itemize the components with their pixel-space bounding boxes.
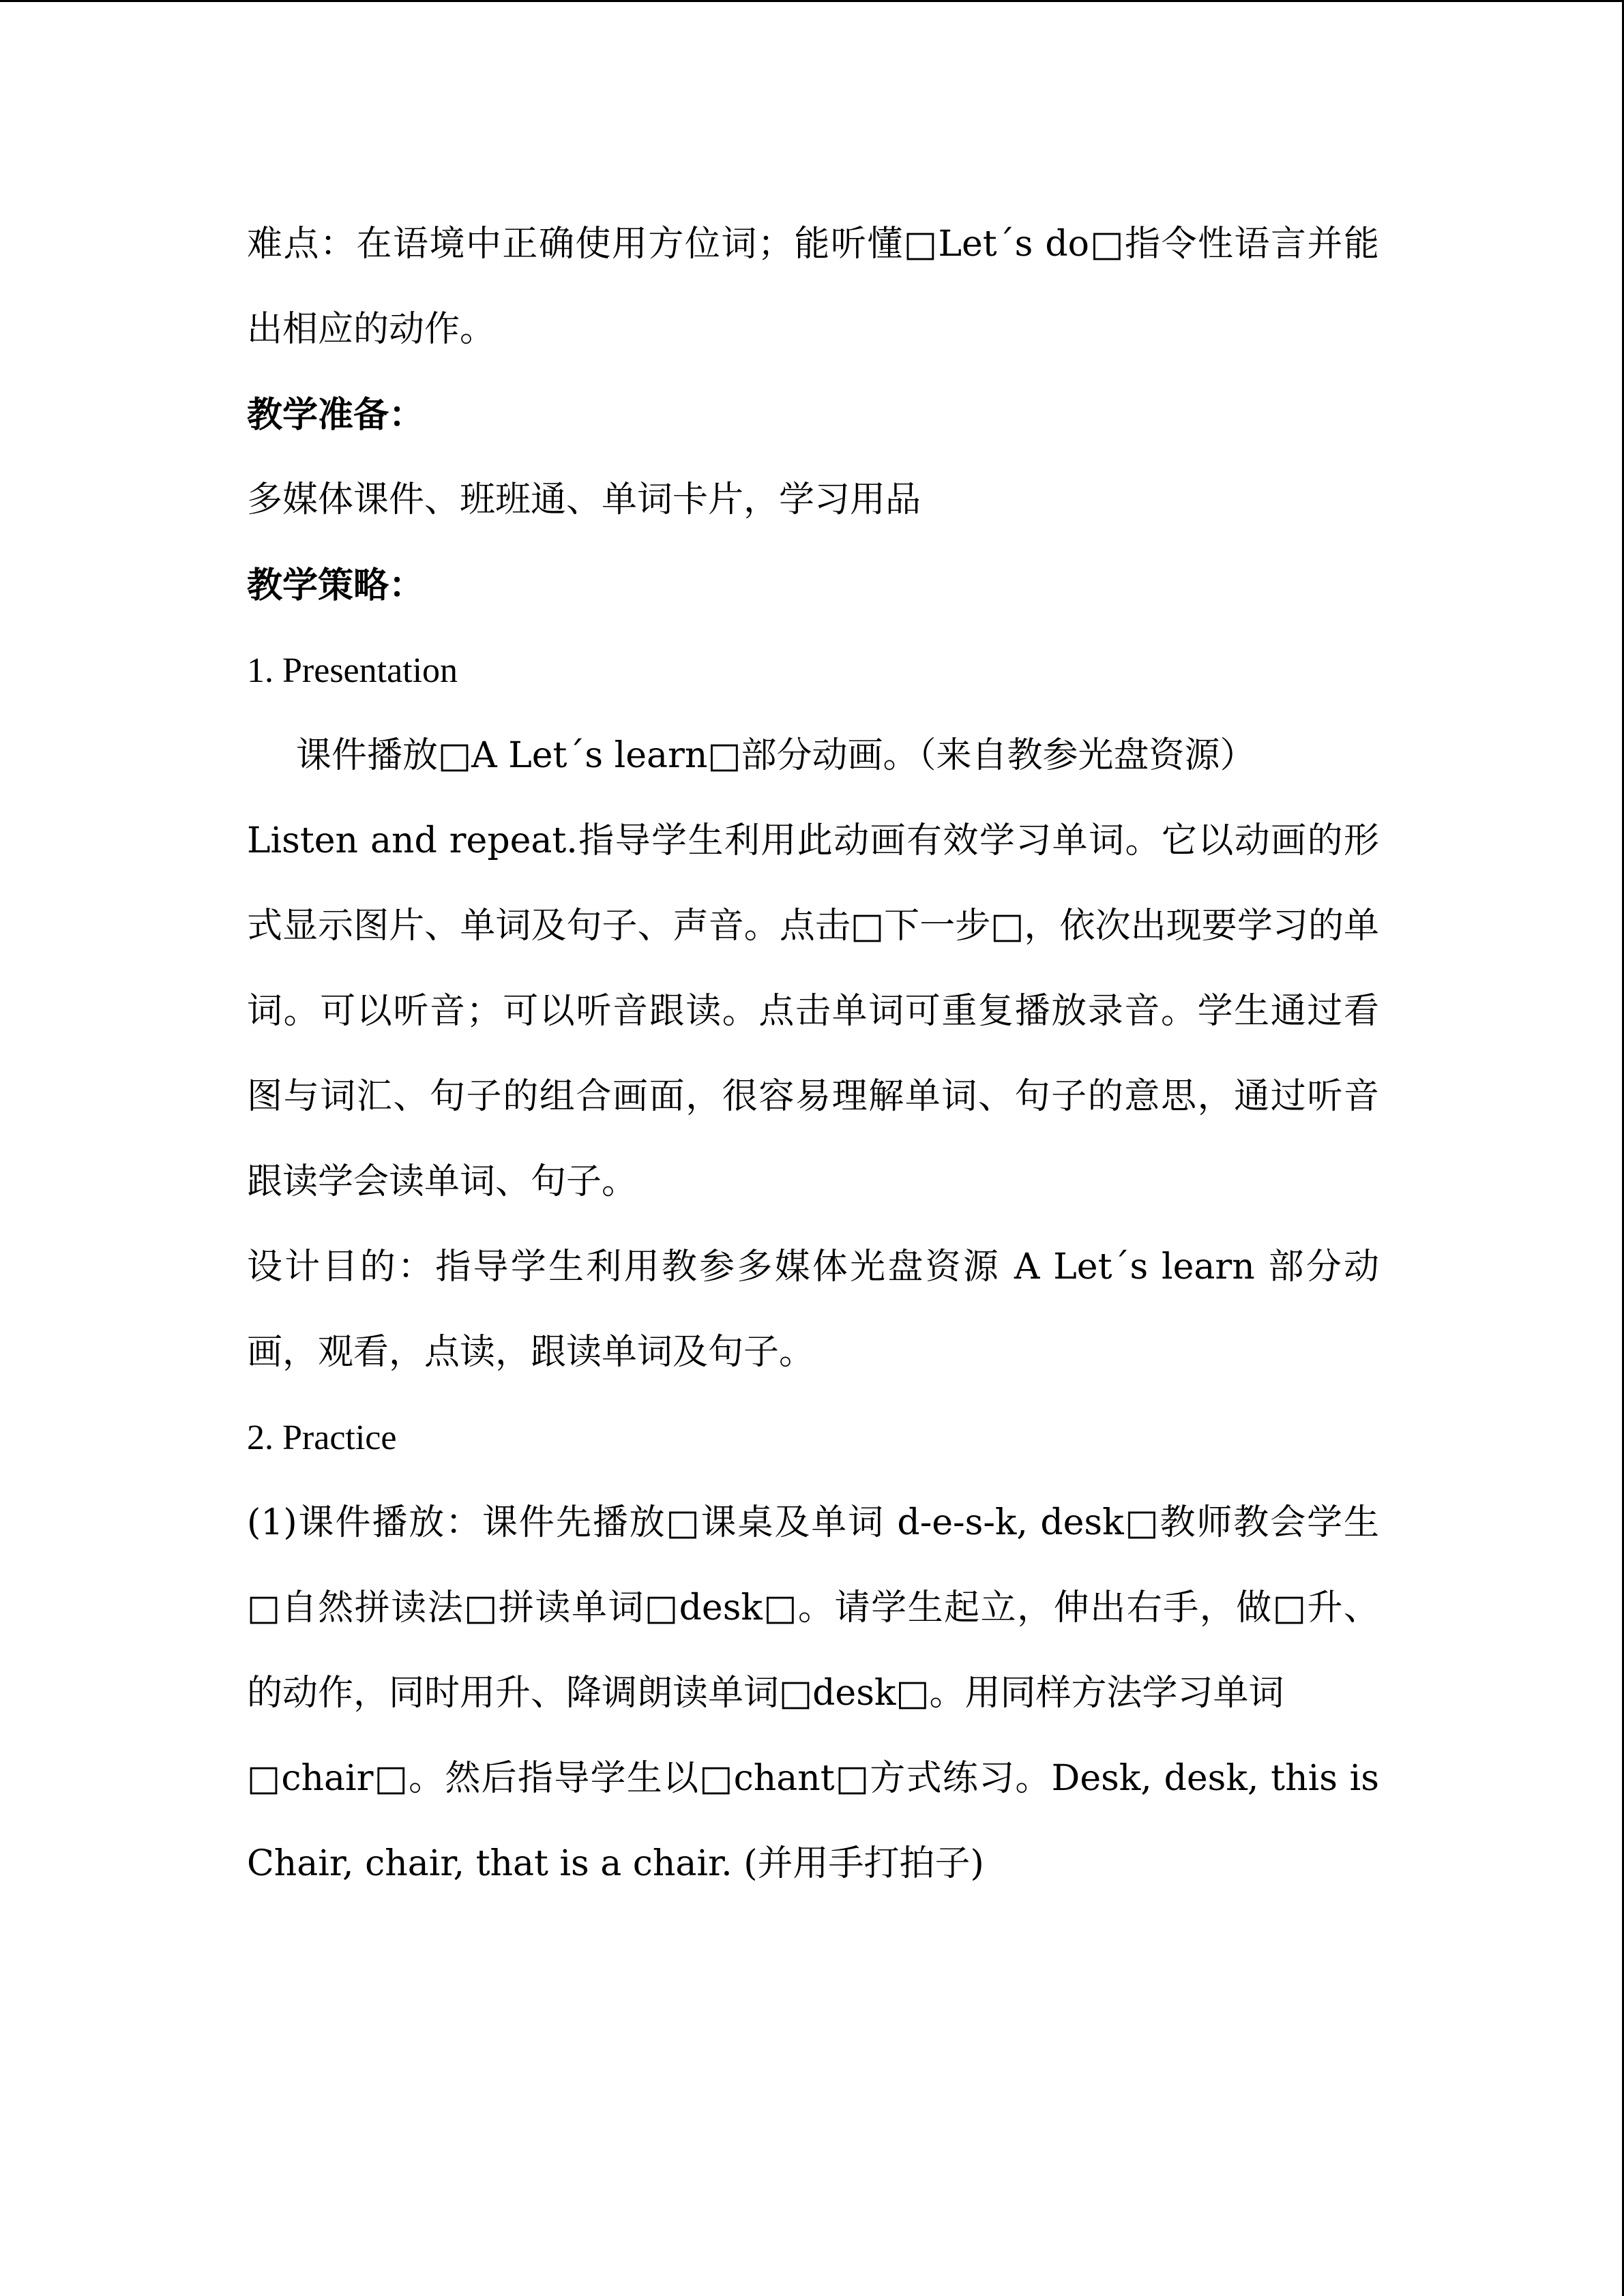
text-line-listen: 词。可以听音；可以听音跟读。点击单词可重复播放录音。学生通过看 xyxy=(247,991,1379,1032)
text-line-design-purpose: 设计目的：指导学生利用教参多媒体光盘资源 A Let´s learn 部分动 xyxy=(247,1247,1379,1287)
heading-presentation: 1. Presentation xyxy=(247,651,458,690)
text-line-listen-repeat: Listen and repeat.指导学生利用此动画有效学习单词。它以动画的形 xyxy=(247,820,1379,861)
text-line-display: 式显示图片、单词及句子、声音。点击□下一步□，依次出现要学习的单 xyxy=(247,906,1379,946)
text-line-difficulty-cont: 出相应的动作。 xyxy=(247,309,496,350)
document-body xyxy=(247,202,1379,1907)
page-border-top xyxy=(0,0,1624,2)
text-line-understand: 图与词汇、句子的组合画面，很容易理解单词、句子的意思，通过听音 xyxy=(247,1076,1379,1117)
text-line-practice-5: Chair, chair, that is a chair. (并用手打拍子) xyxy=(247,1843,984,1884)
text-line-preparation-items: 多媒体课件、班班通、单词卡片，学习用品 xyxy=(247,479,921,520)
heading-teaching-preparation: 教学准备： xyxy=(247,394,425,436)
text-line-practice-3: 的动作，同时用升、降调朗读单词□desk□。用同样方法学习单词 xyxy=(247,1673,1284,1714)
heading-practice: 2. Practice xyxy=(247,1418,397,1457)
text-line-practice-2: □自然拼读法□拼读单词□desk□。请学生起立，伸出右手，做□升、 xyxy=(247,1587,1379,1628)
text-line-read-along: 跟读学会读单词、句子。 xyxy=(247,1161,638,1202)
text-line-practice-4: □chair□。然后指导学生以□chant□方式练习。Desk, desk, this is xyxy=(247,1758,1379,1799)
text-line-courseware-play: 课件播放□A Let´s learn□部分动画。（来自教参光盘资源） xyxy=(296,735,1256,776)
text-line-design-purpose-cont: 画，观看，点读，跟读单词及句子。 xyxy=(247,1332,815,1373)
text-line-practice-1: (1)课件播放：课件先播放□课桌及单词 d-e-s-k, desk□教师教会学生 xyxy=(247,1502,1379,1543)
heading-teaching-strategy: 教学策略： xyxy=(247,565,425,606)
text-line-difficulty: 难点：在语境中正确使用方位词；能听懂□Let´s do□指令性语言并能 xyxy=(247,224,1379,265)
